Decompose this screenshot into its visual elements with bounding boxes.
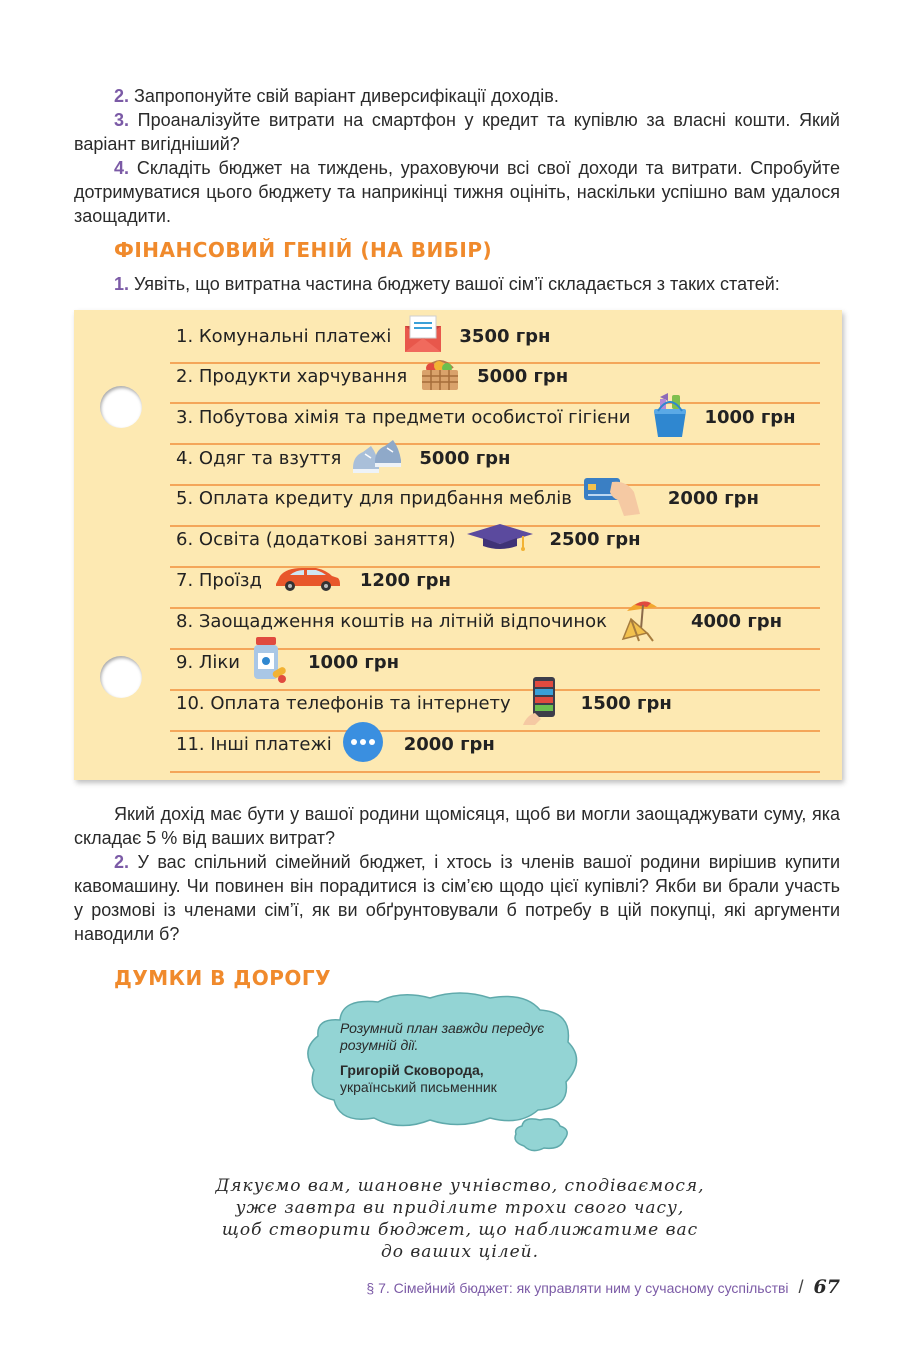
binder-hole <box>100 386 142 428</box>
budget-item: 5. Оплата кредиту для придбання меблів 2000 грн <box>176 480 759 516</box>
section-title-financial-genius: ФІНАНСОВИЙ ГЕНІЙ (НА ВИБІР) <box>114 238 493 262</box>
question-1-followup: Який дохід має бути у вашої родини щомісяця, щоб ви могли заощаджувати суму, яка складає 5 % від ваших витрат? <box>74 804 840 848</box>
phone-icon <box>521 675 561 732</box>
budget-item: 1. Комунальні платежі 3500 грн <box>176 318 551 354</box>
medicine-icon <box>250 635 290 690</box>
budget-item: 2. Продукти харчування 5000 грн <box>176 358 568 394</box>
quote-text: Розумний план завжди передує розумній дії. <box>340 1020 545 1053</box>
envelope-icon <box>401 314 445 359</box>
budget-item: 3. Побутова хімія та предмети особистої гігієни 1000 грн <box>176 399 796 435</box>
budget-item: 7. Проїзд 1200 грн <box>176 562 451 598</box>
quote-cloud <box>300 990 590 1160</box>
task-2: 2. Запропонуйте свій варіант диверсифікації доходів. <box>114 86 559 106</box>
credit-card-icon <box>582 474 642 523</box>
closing-message: Дякуємо вам, шановне учнівство, сподіваємося, уже завтра ви приділите трохи свого часу, щоб створити бюджет, що наближатиме вас до ваших цілей. <box>215 1176 705 1262</box>
budget-item: 10. Оплата телефонів та інтернету 1500 грн <box>176 685 672 721</box>
quote-author: Григорій Сковорода, <box>340 1062 484 1078</box>
budget-card <box>74 310 842 780</box>
footer-separator: / <box>798 1277 804 1297</box>
page-number: 67 <box>813 1276 840 1298</box>
page-footer <box>366 1276 840 1298</box>
section-title-thoughts: ДУМКИ В ДОРОГУ <box>114 966 332 990</box>
car-icon <box>272 564 342 597</box>
quote-author-role: український письменник <box>340 1079 497 1095</box>
task-3: 3. Проаналізуйте витрати на смартфон у кредит та купівлю за власні кошти. Який варіант вигідніший? <box>74 110 840 154</box>
binder-hole <box>100 656 142 698</box>
budget-item: 8. Заощадження коштів на літній відпочинок 4000 грн <box>176 603 782 639</box>
beach-chair-icon <box>617 595 665 648</box>
question-1: 1. Уявіть, що витратна частина бюджету вашої сім’ї складається з таких статей: <box>114 274 780 294</box>
intro-tasks <box>74 84 840 228</box>
question-2: 2. У вас спільний сімейний бюджет, і хтось із членів вашої родини вирішив купити кавомашину. Чи повинен він порадитися із сім’єю щодо цієї купівлі? Якби ви брали участь у розмові із членами сім’ї, як ви обґрунтовували б потребу в цій покупці, які аргументи наводили б? <box>74 852 840 944</box>
budget-item: 9. Ліки 1000 грн <box>176 644 399 680</box>
budget-item: 6. Освіта (додаткові заняття) 2500 грн <box>176 521 641 557</box>
after-questions <box>74 802 840 946</box>
cleaning-bucket-icon <box>650 391 690 444</box>
task-4: 4. Складіть бюджет на тиждень, ураховуючи всі свої доходи та витрати. Спробуйте дотримуватися цього бюджету та наприкінці тижня оцініть, наскільки успішно вам удалося заощадити. <box>74 158 840 226</box>
more-dots-icon <box>342 721 384 768</box>
quote-content <box>340 1020 580 1096</box>
ruled-line <box>170 771 820 773</box>
graduation-cap-icon <box>465 522 535 557</box>
chapter-title: § 7. Сімейний бюджет: як управляти ним у сучасному суспільстві <box>366 1280 789 1296</box>
grocery-basket-icon <box>417 356 463 397</box>
sneakers-icon <box>351 436 405 481</box>
budget-item: 4. Одяг та взуття 5000 грн <box>176 440 510 476</box>
budget-item: 11. Інші платежі 2000 грн <box>176 726 495 762</box>
